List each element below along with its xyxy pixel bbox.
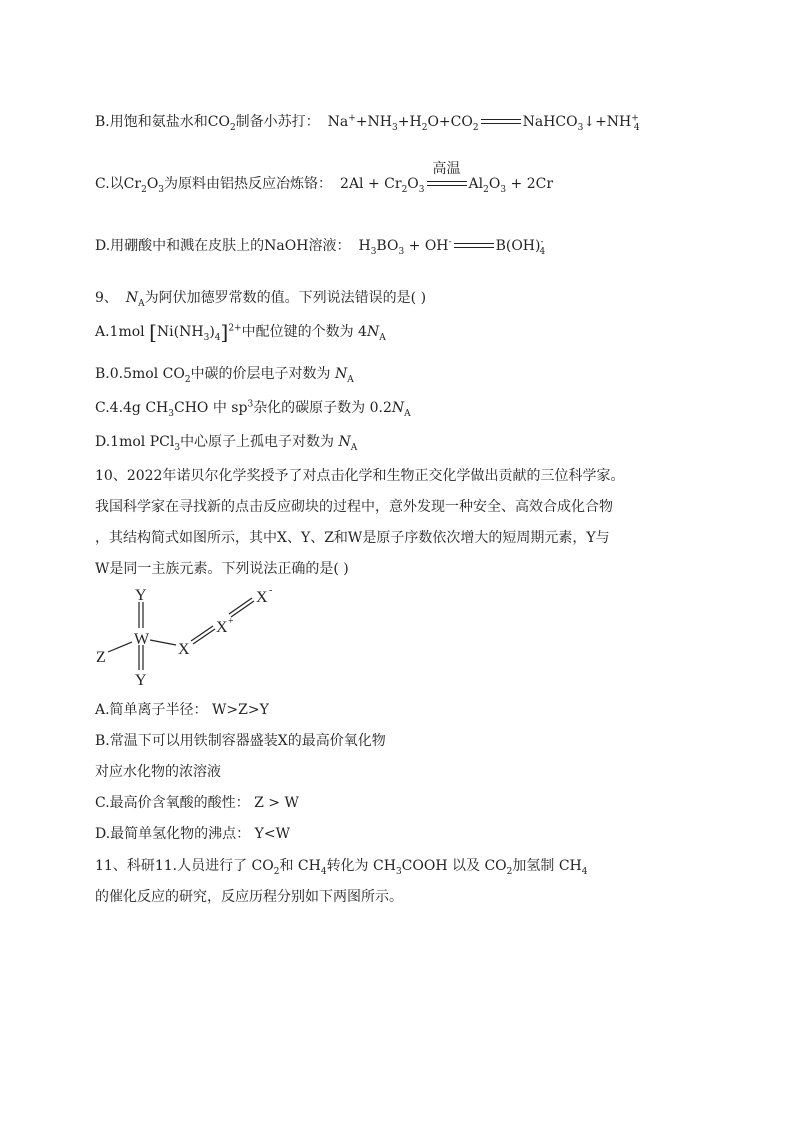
text: 11、科研11.人员进行了 CO	[95, 858, 274, 874]
q9-option-b: B.0.5mol $CO_2$中碳的价层电子对数为 $N_A$	[95, 366, 354, 385]
text: NaHCO	[522, 114, 578, 130]
atom-z: Z	[96, 649, 106, 666]
text: H	[358, 238, 371, 254]
text: D.1mol PCl	[95, 434, 175, 450]
text: A	[404, 408, 411, 419]
text: + 2Cr	[506, 176, 554, 192]
text: A.1mol	[95, 324, 150, 340]
q11-stem-line1: 11、科研11.人员进行了 $CO_2$和 $CH_4$转化为 $CH_3COOH$ 以及 $CO_2$加氢制 $CH_4$	[95, 858, 588, 877]
atom-y-bottom: Y	[135, 672, 147, 689]
q8-option-b: B.用饱和氨盐水和$CO_2$制备小苏打： $Na^++NH_3+H_2O+CO_2$ $NaHCO_3↓+NH^+_4$	[95, 113, 640, 133]
text: B(OH)	[495, 238, 541, 254]
atom-x2: X	[216, 619, 228, 636]
q8-option-d: D.用硼酸中和溅在皮肤上的NaOH溶液： $H_3BO_3 + OH^-$ $B(OH)^-_4$	[95, 237, 546, 257]
text: B.用饱和氨盐水和CO	[95, 114, 230, 130]
text: +NH	[355, 114, 393, 130]
text: 转化为 CH	[326, 858, 396, 874]
text: BO	[376, 238, 399, 254]
q10-option-b: B.常温下可以用铁制容器盛装X的最高价氧化物	[95, 733, 386, 749]
question-number: 9、	[95, 290, 118, 306]
text: +H	[397, 114, 422, 130]
text: N	[335, 366, 348, 382]
text: A	[379, 332, 386, 343]
q10-stem-line2: 我国科学家在寻找新的点击反应砌块的过程中，意外发现一种安全、高效合成化合物	[95, 499, 613, 515]
text: A	[138, 298, 145, 309]
text: D.用硼酸中和溅在皮肤上的NaOH溶液：	[95, 238, 351, 254]
text: B.0.5mol CO	[95, 366, 185, 382]
text: 为阿伏加德罗常数的值。下列说法错误的是( )	[144, 290, 427, 306]
text: 2Al + Cr	[340, 176, 402, 192]
equals-sign	[452, 239, 496, 253]
text: 加氢制 CH	[512, 858, 582, 874]
text: +NH	[595, 114, 632, 130]
text: 为原料由铝热反应冶炼铬：	[164, 176, 333, 192]
text: 中心原子上孤电子对数为	[180, 434, 339, 450]
text: O	[407, 176, 419, 192]
text: N	[125, 290, 139, 306]
text: 制备小苏打：	[235, 114, 320, 130]
text: 中碳的价层电子对数为	[190, 366, 336, 382]
q8-option-c: C.以$Cr_2O_3$为原料由铝热反应冶炼铬： $2Al + Cr_2O_3$ 高温 $Al_2O_3 + 2Cr$	[95, 161, 554, 195]
charge-plus: +	[228, 616, 234, 627]
text: CHO 中 sp	[174, 400, 248, 416]
q10-stem-line1: 10、2022年诺贝尔化学奖授予了对点击化学和生物正交化学做出贡献的三位科学家。	[95, 468, 625, 484]
text: A	[350, 442, 358, 453]
text: Ni(NH	[156, 324, 204, 340]
q10-stem-line3: ，其结构简式如图所示，其中X、Y、Z和W是原子序数依次增大的短周期元素，Y与	[95, 530, 610, 546]
q9-option-d: D.1mol PCl$_3$中心原子上孤电子对数为 $N_A$	[95, 434, 358, 453]
q10-stem-line4: W是同一主族元素。下列说法正确的是( )	[95, 561, 349, 577]
atom-y-top: Y	[135, 587, 147, 604]
q9-option-a: A.1mol $[Ni(NH_3)_4]^{2+}$中配位键的个数为 $4N_A$	[95, 320, 386, 344]
structure-diagram	[90, 584, 300, 694]
text: COOH 以及 CO	[401, 858, 507, 874]
down-arrow-icon: ↓	[583, 114, 596, 130]
equals-sign	[479, 115, 523, 129]
text: C.以Cr	[95, 176, 142, 192]
text: O	[146, 176, 159, 192]
atom-x1: X	[178, 641, 190, 658]
text: O	[488, 176, 501, 192]
atom-w: W	[134, 631, 150, 648]
text: A	[347, 374, 354, 385]
text: O+CO	[427, 114, 473, 130]
reaction-condition: 高温	[432, 161, 461, 177]
text: + OH	[404, 238, 449, 254]
q10-option-a: A.简单离子半径： W>Z>Y	[95, 702, 269, 718]
text: N	[391, 400, 405, 416]
text: Na	[327, 114, 349, 130]
text: Al	[468, 176, 484, 192]
q10-option-b-cont: 对应水化物的浓溶液	[95, 764, 221, 780]
atom-x3: X	[256, 589, 268, 606]
text: 中配位键的个数为 4	[241, 324, 367, 340]
q10-option-c: C.最高价含氧酸的酸性： Z > W	[95, 795, 299, 811]
text: C.4.4g CH	[95, 400, 169, 416]
charge-minus: -	[269, 585, 273, 596]
q9-stem	[95, 288, 426, 308]
text: N	[338, 434, 351, 450]
q10-option-d: D.最简单氢化物的沸点： Y<W	[95, 826, 290, 842]
q9-option-c: C.4.4g $CH_3CHO$ 中 $sp^3$杂化的碳原子数为 $0.2N_A$	[95, 399, 411, 419]
text: 和 CH	[279, 858, 321, 874]
text: N	[366, 324, 380, 340]
text: 杂化的碳原子数为 0.2	[253, 400, 392, 416]
q11-stem-line2: 的催化反应的研究，反应历程分别如下两图所示。	[95, 889, 403, 905]
equals-sign	[425, 161, 469, 191]
